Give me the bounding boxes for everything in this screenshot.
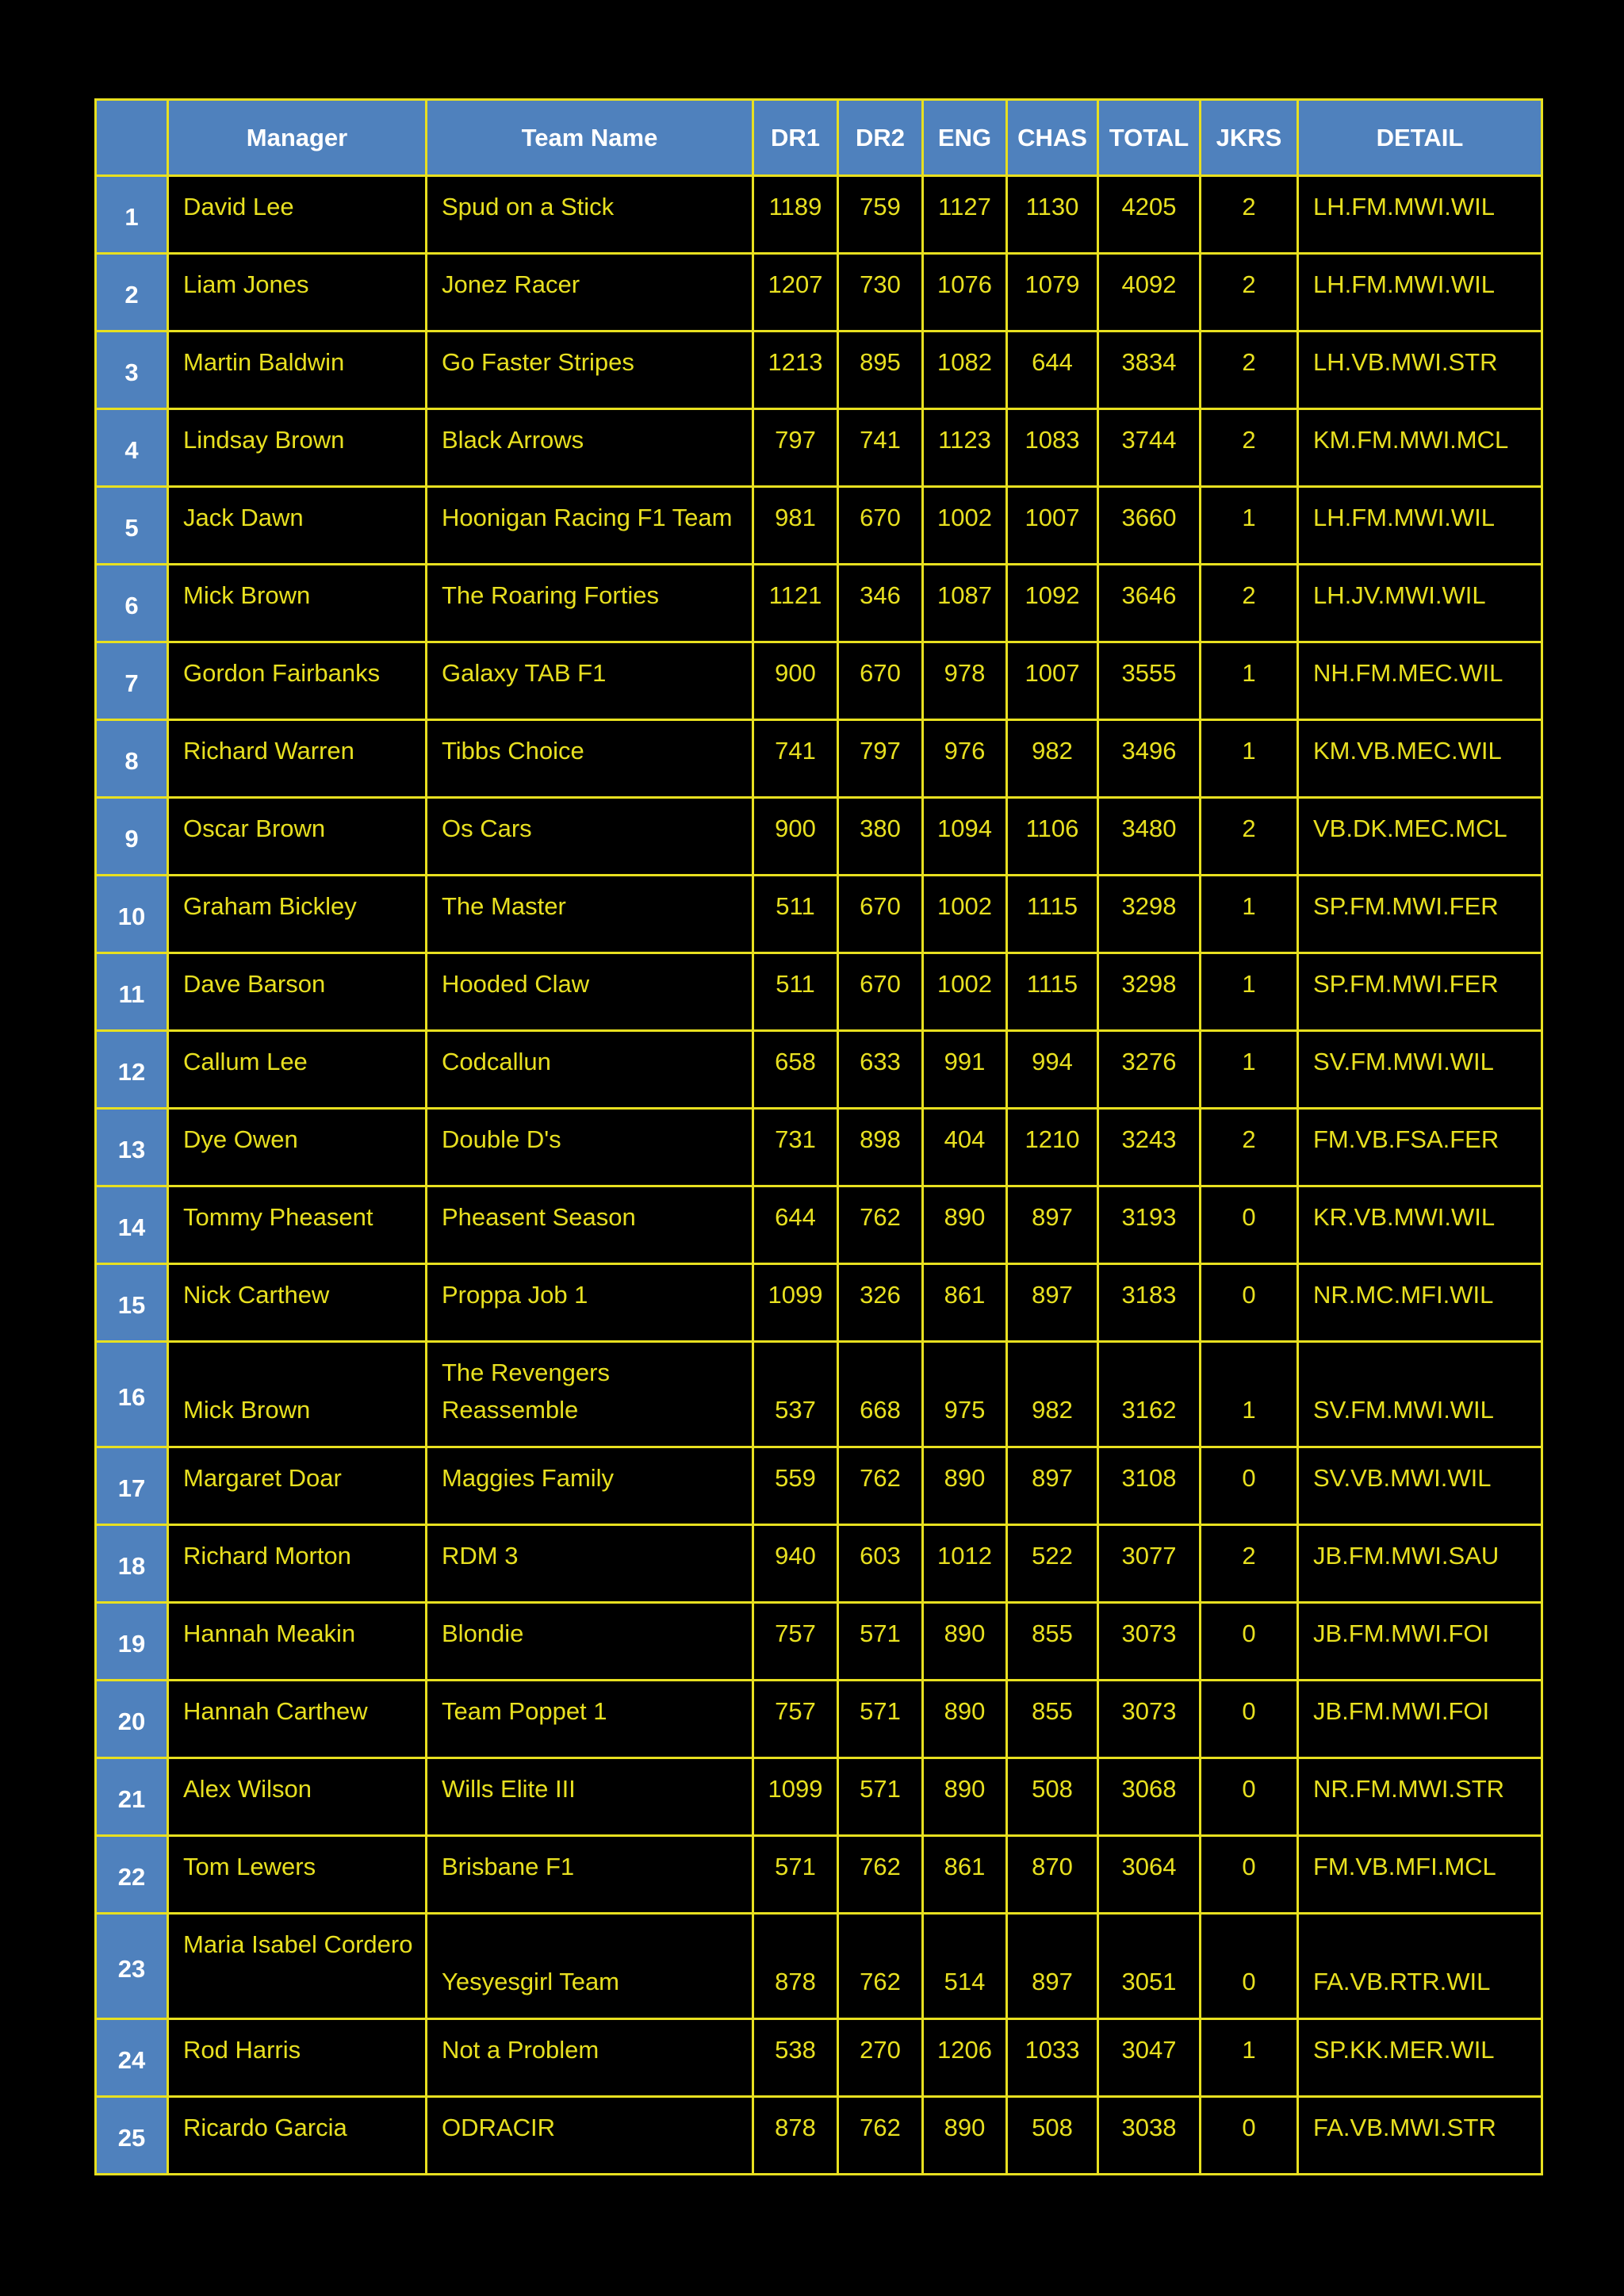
total-cell: 3193 xyxy=(1098,1186,1201,1264)
dr2-cell: 670 xyxy=(838,642,923,720)
detail-cell: FA.VB.MWI.STR xyxy=(1298,2097,1542,2175)
dr1-cell: 511 xyxy=(753,876,838,953)
chas-cell: 1115 xyxy=(1007,953,1098,1031)
jkrs-cell: 1 xyxy=(1201,720,1298,798)
jkrs-cell: 2 xyxy=(1201,565,1298,642)
total-cell: 3183 xyxy=(1098,1264,1201,1342)
chas-cell: 1079 xyxy=(1007,254,1098,332)
header-dr2: DR2 xyxy=(838,100,923,176)
detail-cell: JB.FM.MWI.FOI xyxy=(1298,1681,1542,1758)
detail-cell: LH.JV.MWI.WIL xyxy=(1298,565,1542,642)
team-name-cell: Black Arrows xyxy=(427,409,753,487)
table-row xyxy=(96,254,1542,332)
manager-cell: Nick Carthew xyxy=(168,1264,427,1342)
jkrs-cell: 1 xyxy=(1201,1031,1298,1109)
table-row xyxy=(96,1186,1542,1264)
detail-cell: LH.FM.MWI.WIL xyxy=(1298,176,1542,254)
table-row xyxy=(96,1836,1542,1914)
total-cell: 3038 xyxy=(1098,2097,1201,2175)
manager-cell: Maria Isabel Cordero xyxy=(168,1914,427,2019)
dr2-cell: 571 xyxy=(838,1758,923,1836)
dr2-cell: 571 xyxy=(838,1681,923,1758)
rank-cell: 25 xyxy=(96,2097,168,2175)
detail-cell: JB.FM.MWI.FOI xyxy=(1298,1603,1542,1681)
team-name-cell: Hooded Claw xyxy=(427,953,753,1031)
team-name-cell: Blondie xyxy=(427,1603,753,1681)
manager-cell: Ricardo Garcia xyxy=(168,2097,427,2175)
rank-cell: 14 xyxy=(96,1186,168,1264)
team-name-cell: Go Faster Stripes xyxy=(427,332,753,409)
rank-cell: 20 xyxy=(96,1681,168,1758)
team-name-cell: Yesyesgirl Team xyxy=(427,1914,753,2019)
chas-cell: 855 xyxy=(1007,1681,1098,1758)
table-row xyxy=(96,798,1542,876)
chas-cell: 982 xyxy=(1007,720,1098,798)
rank-cell: 17 xyxy=(96,1447,168,1525)
manager-cell: Richard Morton xyxy=(168,1525,427,1603)
chas-cell: 522 xyxy=(1007,1525,1098,1603)
detail-cell: NH.FM.MEC.WIL xyxy=(1298,642,1542,720)
total-cell: 3496 xyxy=(1098,720,1201,798)
total-cell: 3646 xyxy=(1098,565,1201,642)
rank-cell: 11 xyxy=(96,953,168,1031)
manager-cell: Martin Baldwin xyxy=(168,332,427,409)
rank-cell: 22 xyxy=(96,1836,168,1914)
dr1-cell: 1189 xyxy=(753,176,838,254)
detail-cell: KM.VB.MEC.WIL xyxy=(1298,720,1542,798)
total-cell: 3068 xyxy=(1098,1758,1201,1836)
team-name-cell: Maggies Family xyxy=(427,1447,753,1525)
rank-cell: 5 xyxy=(96,487,168,565)
dr1-cell: 1207 xyxy=(753,254,838,332)
team-name-cell: Pheasent Season xyxy=(427,1186,753,1264)
dr2-cell: 741 xyxy=(838,409,923,487)
dr2-cell: 571 xyxy=(838,1603,923,1681)
rank-cell: 24 xyxy=(96,2019,168,2097)
header-jkrs: JKRS xyxy=(1201,100,1298,176)
jkrs-cell: 0 xyxy=(1201,1836,1298,1914)
dr2-cell: 670 xyxy=(838,953,923,1031)
eng-cell: 1127 xyxy=(923,176,1007,254)
total-cell: 3064 xyxy=(1098,1836,1201,1914)
eng-cell: 1076 xyxy=(923,254,1007,332)
dr2-cell: 797 xyxy=(838,720,923,798)
detail-cell: KM.FM.MWI.MCL xyxy=(1298,409,1542,487)
detail-cell: LH.VB.MWI.STR xyxy=(1298,332,1542,409)
chas-cell: 1007 xyxy=(1007,487,1098,565)
detail-cell: JB.FM.MWI.SAU xyxy=(1298,1525,1542,1603)
jkrs-cell: 0 xyxy=(1201,1186,1298,1264)
jkrs-cell: 2 xyxy=(1201,1109,1298,1186)
chas-cell: 1115 xyxy=(1007,876,1098,953)
dr1-cell: 878 xyxy=(753,1914,838,2019)
dr2-cell: 670 xyxy=(838,876,923,953)
total-cell: 3077 xyxy=(1098,1525,1201,1603)
table-row xyxy=(96,565,1542,642)
manager-cell: Dave Barson xyxy=(168,953,427,1031)
chas-cell: 1083 xyxy=(1007,409,1098,487)
manager-cell: Mick Brown xyxy=(168,565,427,642)
table-row xyxy=(96,876,1542,953)
detail-cell: SP.FM.MWI.FER xyxy=(1298,953,1542,1031)
team-name-cell: Hoonigan Racing F1 Team xyxy=(427,487,753,565)
dr1-cell: 900 xyxy=(753,798,838,876)
jkrs-cell: 0 xyxy=(1201,2097,1298,2175)
dr1-cell: 571 xyxy=(753,1836,838,1914)
rank-cell: 12 xyxy=(96,1031,168,1109)
manager-cell: Graham Bickley xyxy=(168,876,427,953)
team-name-cell: Not a Problem xyxy=(427,2019,753,2097)
rank-cell: 23 xyxy=(96,1914,168,2019)
detail-cell: SV.VB.MWI.WIL xyxy=(1298,1447,1542,1525)
eng-cell: 991 xyxy=(923,1031,1007,1109)
rank-cell: 10 xyxy=(96,876,168,953)
detail-cell: LH.FM.MWI.WIL xyxy=(1298,254,1542,332)
header-rank xyxy=(96,100,168,176)
dr2-cell: 762 xyxy=(838,1836,923,1914)
dr2-cell: 762 xyxy=(838,2097,923,2175)
detail-cell: NR.FM.MWI.STR xyxy=(1298,1758,1542,1836)
jkrs-cell: 0 xyxy=(1201,1758,1298,1836)
chas-cell: 982 xyxy=(1007,1342,1098,1447)
dr2-cell: 762 xyxy=(838,1914,923,2019)
manager-cell: David Lee xyxy=(168,176,427,254)
detail-cell: SP.FM.MWI.FER xyxy=(1298,876,1542,953)
dr2-cell: 730 xyxy=(838,254,923,332)
jkrs-cell: 0 xyxy=(1201,1914,1298,2019)
rank-cell: 9 xyxy=(96,798,168,876)
standings-table xyxy=(94,98,1543,2175)
table-row xyxy=(96,1603,1542,1681)
manager-cell: Dye Owen xyxy=(168,1109,427,1186)
header-chas: CHAS xyxy=(1007,100,1098,176)
eng-cell: 1082 xyxy=(923,332,1007,409)
table-row xyxy=(96,1109,1542,1186)
chas-cell: 855 xyxy=(1007,1603,1098,1681)
manager-cell: Richard Warren xyxy=(168,720,427,798)
table-row xyxy=(96,1447,1542,1525)
detail-cell: LH.FM.MWI.WIL xyxy=(1298,487,1542,565)
manager-cell: Rod Harris xyxy=(168,2019,427,2097)
chas-cell: 1092 xyxy=(1007,565,1098,642)
team-name-cell: The Roaring Forties xyxy=(427,565,753,642)
total-cell: 3555 xyxy=(1098,642,1201,720)
manager-cell: Tommy Pheasent xyxy=(168,1186,427,1264)
manager-cell: Gordon Fairbanks xyxy=(168,642,427,720)
jkrs-cell: 0 xyxy=(1201,1264,1298,1342)
detail-cell: SV.FM.MWI.WIL xyxy=(1298,1342,1542,1447)
total-cell: 3480 xyxy=(1098,798,1201,876)
jkrs-cell: 2 xyxy=(1201,1525,1298,1603)
rank-cell: 1 xyxy=(96,176,168,254)
team-name-cell: The Revengers Reassemble xyxy=(427,1342,753,1447)
chas-cell: 1130 xyxy=(1007,176,1098,254)
jkrs-cell: 2 xyxy=(1201,254,1298,332)
rank-cell: 8 xyxy=(96,720,168,798)
chas-cell: 870 xyxy=(1007,1836,1098,1914)
dr1-cell: 1213 xyxy=(753,332,838,409)
manager-cell: Mick Brown xyxy=(168,1342,427,1447)
manager-cell: Liam Jones xyxy=(168,254,427,332)
manager-cell: Tom Lewers xyxy=(168,1836,427,1914)
dr1-cell: 1121 xyxy=(753,565,838,642)
chas-cell: 1106 xyxy=(1007,798,1098,876)
detail-cell: FM.VB.MFI.MCL xyxy=(1298,1836,1542,1914)
rank-cell: 4 xyxy=(96,409,168,487)
detail-cell: FA.VB.RTR.WIL xyxy=(1298,1914,1542,2019)
dr2-cell: 762 xyxy=(838,1186,923,1264)
dr2-cell: 898 xyxy=(838,1109,923,1186)
table-row xyxy=(96,642,1542,720)
table-row xyxy=(96,1031,1542,1109)
dr1-cell: 559 xyxy=(753,1447,838,1525)
total-cell: 3276 xyxy=(1098,1031,1201,1109)
total-cell: 3051 xyxy=(1098,1914,1201,2019)
total-cell: 3073 xyxy=(1098,1681,1201,1758)
manager-cell: Margaret Doar xyxy=(168,1447,427,1525)
dr2-cell: 270 xyxy=(838,2019,923,2097)
jkrs-cell: 2 xyxy=(1201,798,1298,876)
eng-cell: 890 xyxy=(923,1681,1007,1758)
total-cell: 3660 xyxy=(1098,487,1201,565)
detail-cell: SP.KK.MER.WIL xyxy=(1298,2019,1542,2097)
eng-cell: 978 xyxy=(923,642,1007,720)
jkrs-cell: 1 xyxy=(1201,642,1298,720)
dr1-cell: 644 xyxy=(753,1186,838,1264)
detail-cell: VB.DK.MEC.MCL xyxy=(1298,798,1542,876)
rank-cell: 3 xyxy=(96,332,168,409)
header-total: TOTAL xyxy=(1098,100,1201,176)
dr2-cell: 670 xyxy=(838,487,923,565)
total-cell: 3073 xyxy=(1098,1603,1201,1681)
dr2-cell: 762 xyxy=(838,1447,923,1525)
team-name-cell: Spud on a Stick xyxy=(427,176,753,254)
total-cell: 3298 xyxy=(1098,876,1201,953)
team-name-cell: Team Poppet 1 xyxy=(427,1681,753,1758)
eng-cell: 1002 xyxy=(923,876,1007,953)
dr1-cell: 1099 xyxy=(753,1758,838,1836)
header-row xyxy=(96,100,1542,176)
dr2-cell: 603 xyxy=(838,1525,923,1603)
table-row xyxy=(96,1914,1542,2019)
detail-cell: KR.VB.MWI.WIL xyxy=(1298,1186,1542,1264)
header-team-name: Team Name xyxy=(427,100,753,176)
eng-cell: 890 xyxy=(923,1603,1007,1681)
chas-cell: 644 xyxy=(1007,332,1098,409)
rank-cell: 21 xyxy=(96,1758,168,1836)
dr1-cell: 981 xyxy=(753,487,838,565)
detail-cell: NR.MC.MFI.WIL xyxy=(1298,1264,1542,1342)
chas-cell: 508 xyxy=(1007,1758,1098,1836)
jkrs-cell: 0 xyxy=(1201,1603,1298,1681)
manager-cell: Callum Lee xyxy=(168,1031,427,1109)
jkrs-cell: 2 xyxy=(1201,409,1298,487)
table-row xyxy=(96,332,1542,409)
table-row xyxy=(96,953,1542,1031)
eng-cell: 976 xyxy=(923,720,1007,798)
eng-cell: 1206 xyxy=(923,2019,1007,2097)
rank-cell: 13 xyxy=(96,1109,168,1186)
eng-cell: 890 xyxy=(923,1186,1007,1264)
standings-body xyxy=(96,176,1542,2175)
dr2-cell: 895 xyxy=(838,332,923,409)
jkrs-cell: 1 xyxy=(1201,487,1298,565)
jkrs-cell: 1 xyxy=(1201,2019,1298,2097)
table-row xyxy=(96,409,1542,487)
team-name-cell: Tibbs Choice xyxy=(427,720,753,798)
chas-cell: 508 xyxy=(1007,2097,1098,2175)
eng-cell: 404 xyxy=(923,1109,1007,1186)
rank-cell: 15 xyxy=(96,1264,168,1342)
manager-cell: Alex Wilson xyxy=(168,1758,427,1836)
dr1-cell: 658 xyxy=(753,1031,838,1109)
team-name-cell: Galaxy TAB F1 xyxy=(427,642,753,720)
jkrs-cell: 0 xyxy=(1201,1447,1298,1525)
rank-cell: 2 xyxy=(96,254,168,332)
table-row xyxy=(96,1525,1542,1603)
chas-cell: 897 xyxy=(1007,1447,1098,1525)
dr2-cell: 346 xyxy=(838,565,923,642)
dr1-cell: 797 xyxy=(753,409,838,487)
dr1-cell: 511 xyxy=(753,953,838,1031)
total-cell: 4205 xyxy=(1098,176,1201,254)
jkrs-cell: 2 xyxy=(1201,332,1298,409)
total-cell: 3162 xyxy=(1098,1342,1201,1447)
eng-cell: 1123 xyxy=(923,409,1007,487)
manager-cell: Jack Dawn xyxy=(168,487,427,565)
eng-cell: 1087 xyxy=(923,565,1007,642)
chas-cell: 1007 xyxy=(1007,642,1098,720)
team-name-cell: Brisbane F1 xyxy=(427,1836,753,1914)
dr1-cell: 538 xyxy=(753,2019,838,2097)
eng-cell: 890 xyxy=(923,1447,1007,1525)
rank-cell: 18 xyxy=(96,1525,168,1603)
eng-cell: 890 xyxy=(923,2097,1007,2175)
team-name-cell: The Master xyxy=(427,876,753,953)
header-dr1: DR1 xyxy=(753,100,838,176)
chas-cell: 897 xyxy=(1007,1264,1098,1342)
manager-cell: Oscar Brown xyxy=(168,798,427,876)
team-name-cell: Codcallun xyxy=(427,1031,753,1109)
table-row xyxy=(96,1681,1542,1758)
jkrs-cell: 2 xyxy=(1201,176,1298,254)
header-detail: DETAIL xyxy=(1298,100,1542,176)
eng-cell: 861 xyxy=(923,1836,1007,1914)
dr1-cell: 900 xyxy=(753,642,838,720)
total-cell: 3243 xyxy=(1098,1109,1201,1186)
rank-cell: 19 xyxy=(96,1603,168,1681)
table-row xyxy=(96,1758,1542,1836)
team-name-cell: Jonez Racer xyxy=(427,254,753,332)
eng-cell: 1002 xyxy=(923,487,1007,565)
total-cell: 3298 xyxy=(1098,953,1201,1031)
team-name-cell: ODRACIR xyxy=(427,2097,753,2175)
table-row xyxy=(96,487,1542,565)
eng-cell: 1012 xyxy=(923,1525,1007,1603)
eng-cell: 890 xyxy=(923,1758,1007,1836)
dr1-cell: 731 xyxy=(753,1109,838,1186)
dr1-cell: 741 xyxy=(753,720,838,798)
team-name-cell: Double D's xyxy=(427,1109,753,1186)
table-row xyxy=(96,2097,1542,2175)
detail-cell: FM.VB.FSA.FER xyxy=(1298,1109,1542,1186)
total-cell: 3834 xyxy=(1098,332,1201,409)
table-row xyxy=(96,1264,1542,1342)
team-name-cell: RDM 3 xyxy=(427,1525,753,1603)
rank-cell: 16 xyxy=(96,1342,168,1447)
total-cell: 3108 xyxy=(1098,1447,1201,1525)
detail-cell: SV.FM.MWI.WIL xyxy=(1298,1031,1542,1109)
eng-cell: 1094 xyxy=(923,798,1007,876)
header-manager: Manager xyxy=(168,100,427,176)
dr2-cell: 633 xyxy=(838,1031,923,1109)
team-name-cell: Os Cars xyxy=(427,798,753,876)
manager-cell: Hannah Meakin xyxy=(168,1603,427,1681)
chas-cell: 1033 xyxy=(1007,2019,1098,2097)
eng-cell: 861 xyxy=(923,1264,1007,1342)
dr1-cell: 757 xyxy=(753,1681,838,1758)
team-name-cell: Wills Elite III xyxy=(427,1758,753,1836)
dr1-cell: 878 xyxy=(753,2097,838,2175)
rank-cell: 6 xyxy=(96,565,168,642)
total-cell: 3047 xyxy=(1098,2019,1201,2097)
dr1-cell: 537 xyxy=(753,1342,838,1447)
total-cell: 3744 xyxy=(1098,409,1201,487)
manager-cell: Hannah Carthew xyxy=(168,1681,427,1758)
chas-cell: 994 xyxy=(1007,1031,1098,1109)
chas-cell: 897 xyxy=(1007,1186,1098,1264)
eng-cell: 1002 xyxy=(923,953,1007,1031)
chas-cell: 1210 xyxy=(1007,1109,1098,1186)
dr1-cell: 940 xyxy=(753,1525,838,1603)
eng-cell: 975 xyxy=(923,1342,1007,1447)
dr1-cell: 757 xyxy=(753,1603,838,1681)
dr2-cell: 759 xyxy=(838,176,923,254)
team-name-cell: Proppa Job 1 xyxy=(427,1264,753,1342)
chas-cell: 897 xyxy=(1007,1914,1098,2019)
manager-cell: Lindsay Brown xyxy=(168,409,427,487)
total-cell: 4092 xyxy=(1098,254,1201,332)
dr2-cell: 326 xyxy=(838,1264,923,1342)
table-row xyxy=(96,176,1542,254)
jkrs-cell: 1 xyxy=(1201,1342,1298,1447)
jkrs-cell: 1 xyxy=(1201,953,1298,1031)
jkrs-cell: 1 xyxy=(1201,876,1298,953)
dr2-cell: 668 xyxy=(838,1342,923,1447)
jkrs-cell: 0 xyxy=(1201,1681,1298,1758)
header-eng: ENG xyxy=(923,100,1007,176)
table-row xyxy=(96,2019,1542,2097)
table-row xyxy=(96,720,1542,798)
dr1-cell: 1099 xyxy=(753,1264,838,1342)
dr2-cell: 380 xyxy=(838,798,923,876)
table-row xyxy=(96,1342,1542,1447)
rank-cell: 7 xyxy=(96,642,168,720)
eng-cell: 514 xyxy=(923,1914,1007,2019)
